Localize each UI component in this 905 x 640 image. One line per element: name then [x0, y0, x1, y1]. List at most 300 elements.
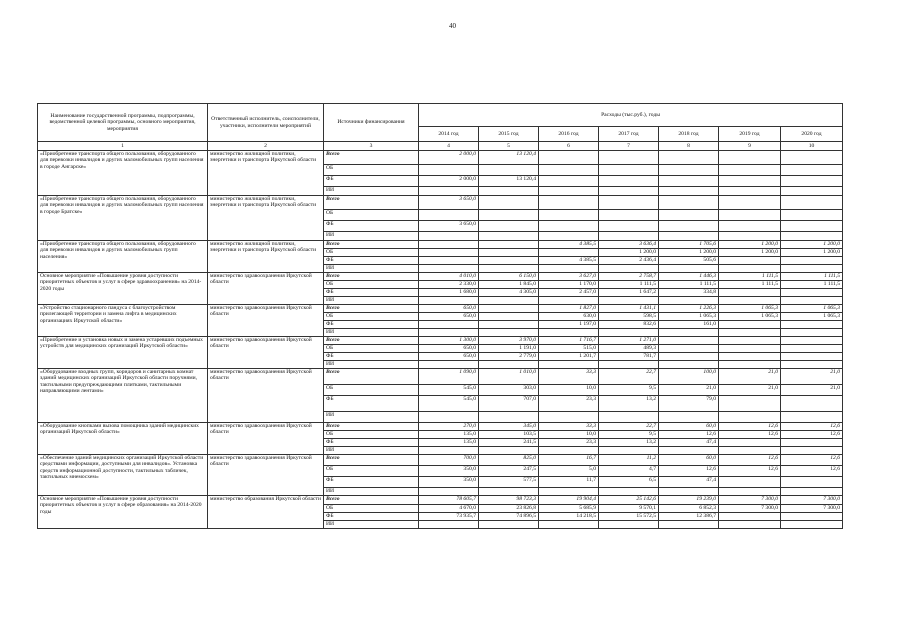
table-row [38, 496, 843, 505]
funding-source: ФБ [324, 176, 419, 187]
funding-source: ФБ [324, 513, 419, 521]
funding-source: ФБ [324, 321, 419, 329]
amount-cell: 135,0 [419, 439, 479, 447]
amount-cell [781, 477, 843, 488]
amount-cell: 9,5 [599, 431, 659, 439]
amount-cell [719, 165, 781, 176]
amount-cell: 23 826,8 [479, 505, 539, 513]
amount-cell [539, 265, 599, 273]
amount-cell [719, 297, 781, 305]
amount-cell [719, 439, 781, 447]
executor: министерство здравоохранения Иркутской области [208, 337, 324, 369]
amount-cell [781, 337, 843, 345]
amount-cell [781, 210, 843, 221]
amount-cell [539, 232, 599, 241]
amount-cell [419, 241, 479, 249]
amount-cell: 270,0 [419, 423, 479, 431]
amount-cell: 5 685,9 [539, 505, 599, 513]
amount-cell [719, 513, 781, 521]
funding-source: ИИ [324, 329, 419, 337]
amount-cell: 19 904,4 [539, 496, 599, 505]
amount-cell: 1 827,0 [539, 305, 599, 313]
amount-cell [781, 289, 843, 297]
amount-cell: 545,0 [419, 396, 479, 412]
amount-cell: 7 300,0 [719, 496, 781, 505]
table-row [38, 196, 843, 210]
amount-cell [479, 196, 539, 210]
executor: министерство здравоохранения Иркутской области [208, 369, 324, 423]
funding-source: ФБ [324, 477, 419, 488]
amount-cell [781, 488, 843, 496]
amount-cell: 515,0 [539, 345, 599, 353]
amount-cell [781, 361, 843, 369]
amount-cell [479, 361, 539, 369]
executor: министерство здравоохранения Иркутской области [208, 455, 324, 496]
amount-cell: 2 330,0 [419, 281, 479, 289]
amount-cell: 1 197,0 [539, 321, 599, 329]
amount-cell: 13,2 [599, 396, 659, 412]
amount-cell [599, 488, 659, 496]
amount-cell: 10,0 [539, 385, 599, 396]
table-row [38, 273, 843, 281]
amount-cell [719, 337, 781, 345]
amount-cell [479, 305, 539, 313]
amount-cell: 3 970,0 [479, 337, 539, 345]
amount-cell: 12,6 [719, 423, 781, 431]
amount-cell [539, 187, 599, 196]
amount-cell [719, 521, 781, 529]
amount-cell [539, 210, 599, 221]
amount-cell [419, 265, 479, 273]
amount-cell: 9,5 [599, 385, 659, 396]
amount-cell: 60,0 [659, 423, 719, 431]
amount-cell: 1 680,0 [419, 289, 479, 297]
amount-cell: 1 111,5 [719, 273, 781, 281]
amount-cell [781, 196, 843, 210]
amount-cell: 161,0 [659, 321, 719, 329]
funding-source: ФБ [324, 289, 419, 297]
amount-cell [781, 447, 843, 455]
amount-cell: 7 300,0 [781, 496, 843, 505]
amount-cell: 577,5 [479, 477, 539, 488]
amount-cell: 12,6 [719, 455, 781, 466]
column-number: 6 [539, 142, 599, 151]
amount-cell [419, 321, 479, 329]
amount-cell [659, 361, 719, 369]
amount-cell: 2 000,0 [419, 176, 479, 187]
amount-cell [539, 297, 599, 305]
amount-cell [419, 232, 479, 241]
amount-cell: 1 200,0 [599, 249, 659, 257]
activity-name: Основное мероприятие «Повышение уровня доступности приоритетных объектов и услуг в сфере образования» на 2014-2020 годы [38, 496, 208, 529]
executor: министерство образования Иркутской области [208, 496, 324, 529]
amount-cell [659, 265, 719, 273]
amount-cell: 1 111,5 [781, 281, 843, 289]
amount-cell: 825,0 [479, 455, 539, 466]
amount-cell: 1 200,0 [781, 249, 843, 257]
column-number: 10 [781, 142, 843, 151]
amount-cell: 4 670,0 [419, 505, 479, 513]
amount-cell [599, 187, 659, 196]
amount-cell [479, 488, 539, 496]
amount-cell: 1 170,0 [539, 281, 599, 289]
amount-cell: 1 200,0 [719, 249, 781, 257]
amount-cell [659, 165, 719, 176]
amount-cell [659, 488, 719, 496]
amount-cell: 334,8 [659, 289, 719, 297]
amount-cell: 12 386,7 [659, 513, 719, 521]
amount-cell: 1 200,0 [659, 249, 719, 257]
amount-cell [539, 488, 599, 496]
amount-cell: 1 111,5 [659, 281, 719, 289]
activity-name: «Обеспечение зданий медицинских организаций Иркутской области средствами информации, доступными для инвалидов». Установка средств информационной доступности, тактильных табличек, тактильных мнемосхем» [38, 455, 208, 496]
amount-cell: 1 431,1 [599, 305, 659, 313]
column-number: 7 [599, 142, 659, 151]
funding-source: ОБ [324, 505, 419, 513]
amount-cell [539, 412, 599, 423]
amount-cell: 10,0 [539, 431, 599, 439]
page-number: 40 [449, 22, 456, 30]
amount-cell [599, 176, 659, 187]
amount-cell: 4 385,5 [539, 257, 599, 265]
amount-cell [419, 257, 479, 265]
amount-cell: 1 111,5 [719, 281, 781, 289]
amount-cell: 1 716,7 [539, 337, 599, 345]
amount-cell [539, 165, 599, 176]
amount-cell [781, 257, 843, 265]
funding-source: ФБ [324, 221, 419, 232]
table-row [38, 305, 843, 313]
funding-source: ИИ [324, 488, 419, 496]
amount-cell: 4,7 [599, 466, 659, 477]
amount-cell: 2 758,7 [599, 273, 659, 281]
amount-cell: 1 200,0 [781, 241, 843, 249]
amount-cell [539, 249, 599, 257]
amount-cell: 1 845,0 [479, 281, 539, 289]
amount-cell: 13 120,4 [479, 176, 539, 187]
amount-cell [719, 447, 781, 455]
amount-cell: 4 010,0 [419, 273, 479, 281]
amount-cell [479, 447, 539, 455]
amount-cell [599, 329, 659, 337]
executor: министерство жилищной политики, энергетики и транспорта Иркутской области [208, 241, 324, 273]
amount-cell: 12,6 [781, 431, 843, 439]
amount-cell: 1 201,7 [539, 353, 599, 361]
amount-cell: 16,7 [539, 455, 599, 466]
amount-cell: 832,6 [599, 321, 659, 329]
amount-cell: 1 065,3 [781, 313, 843, 321]
amount-cell [599, 265, 659, 273]
funding-source: ОБ [324, 345, 419, 353]
amount-cell [719, 187, 781, 196]
amount-cell: 1 191,0 [479, 345, 539, 353]
amount-cell [539, 329, 599, 337]
amount-cell [781, 297, 843, 305]
amount-cell [781, 513, 843, 521]
amount-cell: 2 779,0 [479, 353, 539, 361]
amount-cell: 19 239,0 [659, 496, 719, 505]
amount-cell [419, 447, 479, 455]
amount-cell: 2 000,0 [419, 151, 479, 165]
amount-cell [719, 361, 781, 369]
funding-source: Всего [324, 337, 419, 345]
amount-cell: 33,3 [539, 423, 599, 431]
amount-cell [781, 221, 843, 232]
amount-cell [479, 232, 539, 241]
amount-cell [479, 241, 539, 249]
amount-cell: 3 650,0 [419, 196, 479, 210]
funding-source: ФБ [324, 257, 419, 265]
amount-cell [479, 257, 539, 265]
amount-cell: 4 305,0 [479, 289, 539, 297]
amount-cell [781, 265, 843, 273]
amount-cell: 15 572,5 [599, 513, 659, 521]
activity-name: «Приобретение транспорта общего пользования, оборудованного для перевозки инвалидов и других маломобильных групп населения в городе Братске» [38, 196, 208, 241]
amount-cell [781, 187, 843, 196]
funding-source: ИИ [324, 361, 419, 369]
funding-source: ФБ [324, 439, 419, 447]
amount-cell [659, 412, 719, 423]
funding-source: Всего [324, 455, 419, 466]
table-row [38, 455, 843, 466]
header-source: Источники финансирования [324, 104, 419, 142]
amount-cell [479, 521, 539, 529]
amount-cell: 6 150,0 [479, 273, 539, 281]
amount-cell: 21,0 [781, 369, 843, 385]
funding-source: ОБ [324, 431, 419, 439]
amount-cell [599, 210, 659, 221]
amount-cell: 350,0 [419, 466, 479, 477]
amount-cell [781, 521, 843, 529]
funding-source: ИИ [324, 447, 419, 455]
amount-cell [479, 297, 539, 305]
amount-cell: 2 457,0 [539, 289, 599, 297]
amount-cell: 11,7 [539, 477, 599, 488]
amount-cell: 6 852,3 [659, 505, 719, 513]
amount-cell: 781,7 [599, 353, 659, 361]
amount-cell [781, 165, 843, 176]
amount-cell: 1 010,0 [479, 369, 539, 385]
amount-cell: 1 300,0 [419, 337, 479, 345]
amount-cell: 3 650,0 [419, 221, 479, 232]
amount-cell: 3 636,4 [599, 241, 659, 249]
amount-cell [719, 289, 781, 297]
funding-source: ФБ [324, 353, 419, 361]
amount-cell: 12,6 [659, 431, 719, 439]
amount-cell: 247,5 [479, 466, 539, 477]
activity-name: Основное мероприятие «Повышение уровня доступности приоритетных объектов и услуг в сфере здравоохранения» на 2014-2020 годы [38, 273, 208, 305]
amount-cell: 1 111,5 [781, 273, 843, 281]
table-row [38, 241, 843, 249]
amount-cell [539, 196, 599, 210]
amount-cell [781, 329, 843, 337]
amount-cell: 98 723,3 [479, 496, 539, 505]
funding-source: Всего [324, 196, 419, 210]
amount-cell [539, 151, 599, 165]
amount-cell: 1 271,0 [599, 337, 659, 345]
funding-source: Всего [324, 241, 419, 249]
header-year: 2016 год [539, 127, 599, 142]
amount-cell [539, 221, 599, 232]
amount-cell [659, 221, 719, 232]
amount-cell [479, 210, 539, 221]
amount-cell [781, 353, 843, 361]
amount-cell [719, 151, 781, 165]
executor: министерство жилищной политики, энергетики и транспорта Иркутской области [208, 151, 324, 196]
amount-cell [719, 477, 781, 488]
amount-cell: 1 200,0 [719, 241, 781, 249]
column-number: 1 [38, 142, 208, 151]
amount-cell: 103,5 [479, 431, 539, 439]
header-executor: Ответственный исполнитель, соисполнители, участники, исполнители мероприятий [208, 104, 324, 142]
amount-cell [599, 221, 659, 232]
funding-source: ОБ [324, 466, 419, 477]
amount-cell [419, 488, 479, 496]
funding-source: ИИ [324, 187, 419, 196]
funding-source: ИИ [324, 265, 419, 273]
funding-source: Всего [324, 151, 419, 165]
amount-cell [599, 412, 659, 423]
header-year: 2018 год [659, 127, 719, 142]
amount-cell [781, 396, 843, 412]
amount-cell [419, 361, 479, 369]
amount-cell: 598,5 [599, 313, 659, 321]
amount-cell: 707,0 [479, 396, 539, 412]
amount-cell: 21,0 [719, 369, 781, 385]
amount-cell [479, 249, 539, 257]
funding-source: ОБ [324, 210, 419, 221]
amount-cell [419, 249, 479, 257]
amount-cell: 100,0 [659, 369, 719, 385]
amount-cell: 9 570,1 [599, 505, 659, 513]
funding-source: Всего [324, 496, 419, 505]
amount-cell: 21,0 [781, 385, 843, 396]
amount-cell: 1 705,6 [659, 241, 719, 249]
executor: министерство жилищной политики, энергетики и транспорта Иркутской области [208, 196, 324, 241]
amount-cell: 12,6 [719, 466, 781, 477]
amount-cell: 21,0 [659, 385, 719, 396]
column-number: 4 [419, 142, 479, 151]
amount-cell: 700,0 [419, 455, 479, 466]
column-number: 5 [479, 142, 539, 151]
funding-source: ФБ [324, 396, 419, 412]
amount-cell: 241,5 [479, 439, 539, 447]
amount-cell: 6,5 [599, 477, 659, 488]
activity-name: «Устройство стационарного пандуса с благоустройством прилегающей территории и замена лифта в медицинских организациях Иркутской области» [38, 305, 208, 337]
amount-cell [781, 345, 843, 353]
amount-cell [659, 521, 719, 529]
funding-source: Всего [324, 369, 419, 385]
amount-cell [599, 361, 659, 369]
amount-cell: 12,6 [659, 466, 719, 477]
amount-cell: 12,6 [781, 455, 843, 466]
amount-cell [659, 187, 719, 196]
executor: министерство здравоохранения Иркутской области [208, 305, 324, 337]
amount-cell: 1 226,3 [659, 305, 719, 313]
amount-cell: 79,0 [659, 396, 719, 412]
amount-cell [539, 447, 599, 455]
amount-cell: 11,2 [599, 455, 659, 466]
amount-cell [719, 257, 781, 265]
amount-cell: 25 142,6 [599, 496, 659, 505]
amount-cell [781, 232, 843, 241]
funding-source: ОБ [324, 385, 419, 396]
amount-cell: 5,0 [539, 466, 599, 477]
amount-cell [719, 232, 781, 241]
header-year: 2017 год [599, 127, 659, 142]
column-number: 8 [659, 142, 719, 151]
header-year: 2015 год [479, 127, 539, 142]
header-year: 2019 год [719, 127, 781, 142]
funding-source: ОБ [324, 249, 419, 257]
amount-cell [479, 187, 539, 196]
column-number: 2 [208, 142, 324, 151]
funding-source: Всего [324, 305, 419, 313]
amount-cell [719, 321, 781, 329]
amount-cell: 13 120,4 [479, 151, 539, 165]
amount-cell [599, 447, 659, 455]
table-row [38, 151, 843, 165]
funding-source: ИИ [324, 412, 419, 423]
amount-cell: 545,0 [419, 385, 479, 396]
column-number: 3 [324, 142, 419, 151]
table-row [38, 369, 843, 385]
amount-cell [479, 265, 539, 273]
amount-cell: 489,3 [599, 345, 659, 353]
activity-name: «Приобретение транспорта общего пользования, оборудованного для перевозки инвалидов и других маломобильных групп населения в городе Ангарске» [38, 151, 208, 196]
amount-cell: 74 896,5 [479, 513, 539, 521]
amount-cell [719, 265, 781, 273]
amount-cell [599, 297, 659, 305]
executor: министерство здравоохранения Иркутской области [208, 423, 324, 455]
activity-name: «Оборудование входных групп, коридоров и санитарных комнат зданий медицинских организаций Иркутской области поручнями, тактильными предупреждающими плитками, тактильными направляющими лентами» [38, 369, 208, 423]
amount-cell: 350,0 [419, 477, 479, 488]
amount-cell [781, 176, 843, 187]
amount-cell [479, 221, 539, 232]
amount-cell [539, 521, 599, 529]
amount-cell: 12,6 [781, 466, 843, 477]
amount-cell [479, 313, 539, 321]
amount-cell [781, 321, 843, 329]
amount-cell: 650,0 [419, 353, 479, 361]
amount-cell [659, 337, 719, 345]
table-row [38, 423, 843, 431]
amount-cell [719, 196, 781, 210]
amount-cell [599, 165, 659, 176]
amount-cell [539, 176, 599, 187]
funding-source: ОБ [324, 281, 419, 289]
amount-cell [419, 521, 479, 529]
amount-cell: 73 935,7 [419, 513, 479, 521]
amount-cell: 1 065,3 [659, 313, 719, 321]
amount-cell [419, 210, 479, 221]
amount-cell: 23,3 [539, 439, 599, 447]
executor: министерство здравоохранения Иркутской области [208, 273, 324, 305]
amount-cell: 1 446,3 [659, 273, 719, 281]
amount-cell [659, 176, 719, 187]
amount-cell: 345,0 [479, 423, 539, 431]
funding-source: Всего [324, 273, 419, 281]
amount-cell: 650,0 [419, 345, 479, 353]
amount-cell [659, 210, 719, 221]
column-number: 9 [719, 142, 781, 151]
amount-cell [419, 165, 479, 176]
amount-cell [479, 412, 539, 423]
amount-cell: 12,6 [781, 423, 843, 431]
amount-cell: 1 065,3 [719, 305, 781, 313]
amount-cell [659, 329, 719, 337]
amount-cell [539, 361, 599, 369]
